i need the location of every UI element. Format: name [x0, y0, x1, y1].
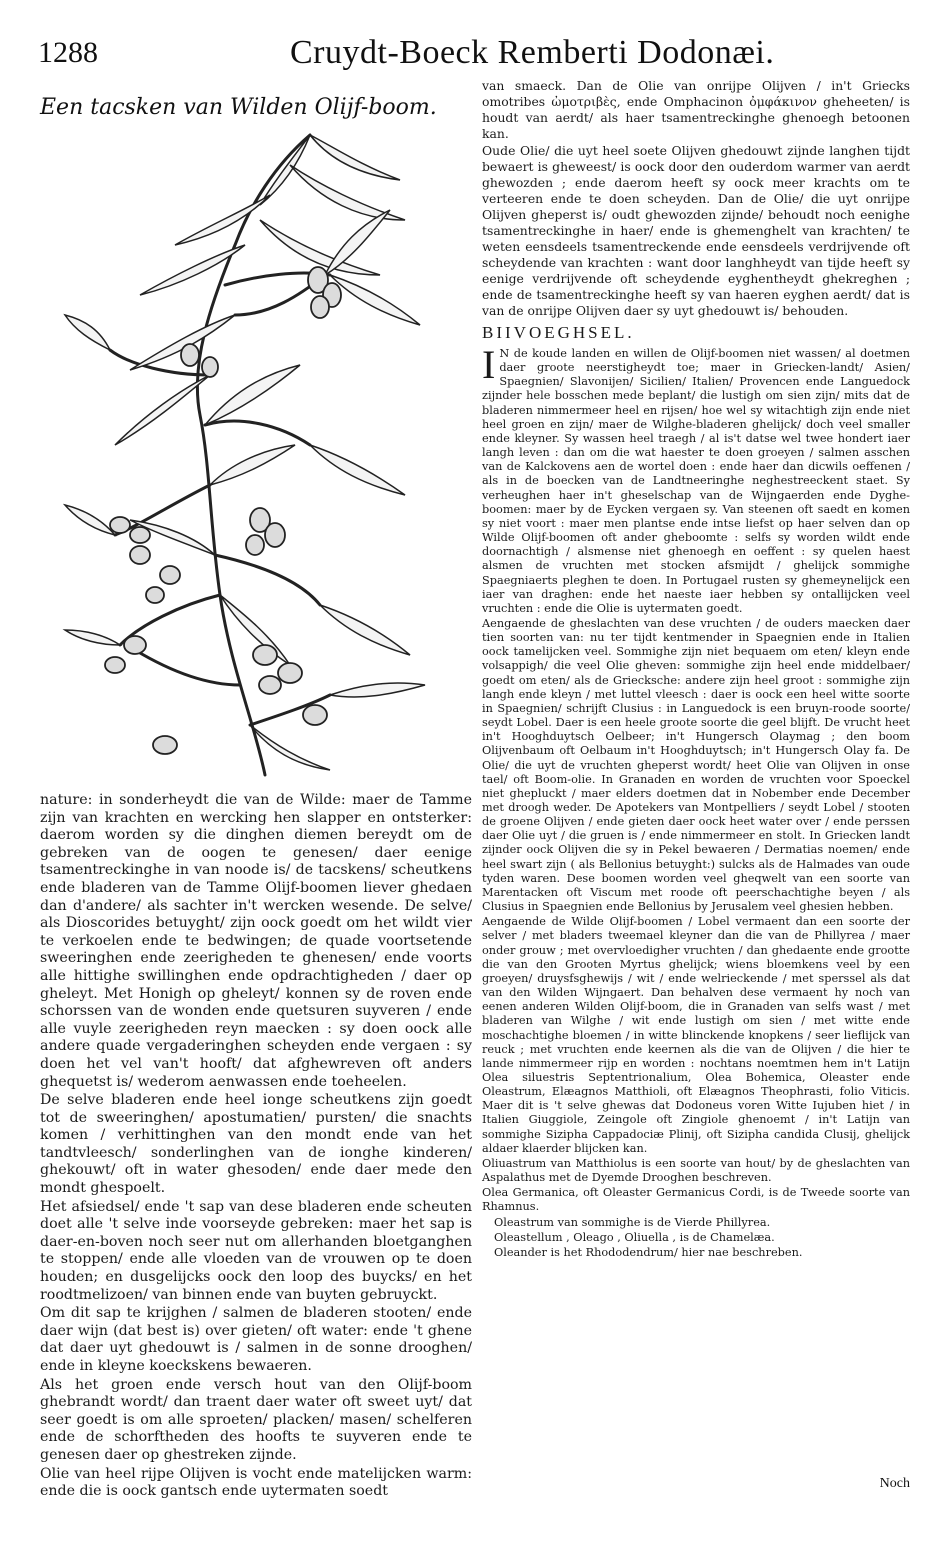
page-number: 1288: [38, 36, 98, 69]
left-paragraph: Olie van heel rijpe Olijven is vocht ende matelijcken warm: ende die is oock gantsch ende uytermaten soedt: [40, 1465, 472, 1500]
page-header: [38, 32, 918, 78]
right-paragraph: van smaeck. Dan de Olie van onrijpe Olijven / in't Griecks omotribes ὠμοτριβὲς, ende Omphacinon ὀμφάκινον gheheeten/ is houdt van aerdt/ als haer tsamentreckinghe ghenoegh betoonen kan.: [482, 78, 910, 141]
section-heading-bijvoeghsel: BIIVOEGHSEL.: [482, 323, 635, 342]
right-column-text: [482, 78, 910, 1261]
left-paragraph: nature: in sonderheydt die van de Wilde: maer de Tamme zijn van krachten en wercking hen slapper en ontsterker: daerom worden sy die dinghen diemen bereydt om de gebreken van de oogen te genesen/ daer eenige tsamentreckinghe in van noode is/ de tacskens/ scheutkens ende bladeren van de Tamme Olijf-boomen liever ghedaen dan d'andere/ als sachter in't wercken wesende. De selve/ als Dioscorides betuyght/ zijn oock goedt om het wildt vier te verkoelen ende te bedwingen; de quade voortsetende sweeringhen ende zeerigheden te ghenesen/ ende voorts alle hittighe swillinghen ende opdrachtigheden / daer op gheleyt. Met Honigh op gheleyt/ konnen sy de roven ende schorssen van de wonden ende quetsuren suyveren / ende alle vuyle zeerigheden reyn maecken : sy doen oock alle andere quade vergaderinghen scheyden ende vergaen : sy doen het vel van't hooft/ dat afghewreven oft anders ghequetst is/ wederom aenwassen ende toeheelen.: [40, 792, 472, 1090]
olive-branch-illustration: [60, 125, 460, 780]
catchword: Noch: [879, 1476, 910, 1491]
bijvoeghsel-paragraph: Olea Germanica, oft Oleaster Germanicus Cordi, is de Tweede soorte van Rhamnus.: [482, 1186, 910, 1214]
bijvoeghsel-paragraph: Oliuastrum van Matthiolus is een soorte van hout/ by de gheslachten van Aspalathus met de Dyemde Drooghen beschreven.: [482, 1156, 910, 1185]
left-column-text: [40, 792, 472, 1502]
bijvoeghsel-paragraph: [482, 342, 910, 616]
left-paragraph: Het afsiedsel/ ende 't sap van dese bladeren ende scheuten doet alle 't selve inde voorseyde gebreken: maer het sap is daer-en-boven noch seer nut om allerhanden bloetganghen te stoppen/ ende alle vloeden van de vrouwen op te doen houden; en dusgelijcks oock den loop des buycks/ en het roodtmelizoen/ van binnen ende van buyten gebruyckt.: [40, 1198, 472, 1303]
short-line: Oleastrum van sommighe is de Vierde Phillyrea.: [494, 1215, 771, 1229]
bijvoeghsel-text: [482, 342, 910, 1260]
bijvoeghsel-paragraph-text: N de koude landen en willen de Olijf-boomen niet wassen/ al doetmen daer groote neerstigheydt toe; maer in Griecken-landt/ Asien/ Spaegnien/ Slavonijen/ Sicilien/ Italien/ Provencen ende Languedock zijnder hele bosschen mede beplant/ die lustigh om sien zijn/ mits dat de bladeren nimmermeer heel en rijsen/ hoe wel sy witachtigh zijn ende niet heel groen en zijn/ maer de Wilghe-bladeren ghelijck/ doch veel smaller ende kleyner. Sy wassen heel traegh / al is't datse wel twee hondert iaer langh leven : dan om die wat haester te doen groeyen / salmen asschen van de Kalckovens aen de wortel doen : ende haer dan dicwils oeffenen / als in de boecken van de Landtneeringhe neghestreeckent staet. Sy verheughen haer in't gheselschap van de Wijngaerden ende Dyghe-boomen: maer by de Eycken vergaen sy. Van steenen oft saedt en komen sy niet voort : maer men plantse ende intse liefst op haer selven dan op Wilde Olijf-boomen oft ander gheboomte : selfs sy worden wildt ende doornachtigh / alsmense niet ghenoegh en oeffent : sy quelen haest alsmen de vruchten met stocken afsmijdt / ghelijck sommighe Spaegniaerts pleghen te doen. In Portugael rusten sy ghemeynelijck een iaer van draghen: ende het naeste iaer hebben sy ontallijcken veel vruchten : ende die Olie is uytermaten goedt.: [482, 347, 910, 615]
figure-caption: Een tacsken van Wilden Olijf-boom.: [40, 95, 437, 120]
short-line: Oleastellum , Oleago , Oliuella , is de Chamelæa.: [494, 1230, 775, 1244]
bijvoeghsel-paragraph: Aengaende de gheslachten van dese vruchten / de ouders maecken daer tien soorten van: nu ter tijdt kentmender in Spaegnien ende in Italien oock tamelijcken veel. Sommighe zijn niet bequaem om eten/ kleyn ende volsappigh/ die veel Olie gheven: sommighe zijn heel ende middelbaer/ goedt om eten/ als de Griecksche: andere zijn heel groot : sommighe zijn langh ende kleyn / met luttel vleesch : daer is oock een heel witte soorte in Spaegnien/ schrijft Clusius : in Languedock is een bruyn-roode soorte/ seydt Lobel. Daer is een heele groote soorte die geel blijft. De vrucht heet in't Hooghduytsch Oelbeer; in't Hungersch Olaymag ; den boom Olijvenbaum oft Oelbaum in't Hooghduytsch; in't Hungersch Olay fa. De Olie/ die uyt de vruchten gheperst wordt/ heet Olie van Olijven in onse tael/ oft Boom-olie. In Granaden en worden de vruchten voor Spoeckel niet ghepluckt / maer elders doetmen dat in Nobember ende December met droogh weder. De Apotekers van Montpelliers / seydt Lobel / stooten de groene Olijven / ende gieten daer oock heet water over / ende perssen daer Olie uyt / die gruen is / ende nimmermeer en stolt. In Griecken landt zijnder oock Olijven die sy in Pekel bewaeren / Dermatias noemen/ ende heel swart zijn ( als Bellonius betuyght:) sulcks als de Halmades van oude tyden waren. Dese boomen worden veel gheqwelt van een soorte van Marentacken oft Viscum met roode oft peerschachtighe beyen / als Clusius in Spaegnien ende Bellonius by Jerusalem veel ghesien hebben.: [482, 616, 910, 914]
running-title: Cruydt-Boeck Remberti Dodonæi.: [290, 34, 775, 71]
right-paragraph: Oude Olie/ die uyt heel soete Olijven ghedouwt zijnde langhen tijdt bewaert is gheweest/ is oock door den ouderdom warmer van aerdt ghewozden ; ende daerom heeft sy oock meer krachts om te verteeren ende te doen scheyden. Dan de Olie/ die uyt onrijpe Olijven gheperst is/ oudt ghewozden zijnde/ behoudt noch eenighe tsamentreckinghe in haer/ ende is ghemenghelt van krachten/ te weten eensdeels tsamentreckende ende eensdeels verdrijvende oft scheydende van krachten : want door langhheydt van tijde heeft sy eenige verdrijvende oft scheydende eyghentheydt ghekreghen ; ende de tsamentreckinghe heeft sy van haeren eyghen aerdt/ dat is van de onrijpe Olijven daer sy uyt ghedouwt is/ behouden.: [482, 143, 910, 318]
drop-cap: I: [482, 342, 496, 387]
left-paragraph: Om dit sap te krijghen / salmen de bladeren stooten/ ende daer wijn (dat best is) over gieten/ oft water: ende 't ghene dat daer uyt ghedouwt is / salmen in de sonne drooghen/ ende in kleyne koeckskens bewaeren.: [40, 1305, 472, 1374]
left-paragraph: De selve bladeren ende heel ionge scheutkens zijn goedt tot de sweeringhen/ apostumatien/ pursten/ die snachts komen / verhittinghen van den mondt ende van het tandtvleesch/ sonderlinghen van de ionghe kinderen/ ghekouwt/ oft in water ghesoden/ ende daer mede den mondt ghespoelt.: [40, 1092, 472, 1197]
short-line: Oleander is het Rhododendrum/ hier nae beschreben.: [494, 1245, 803, 1259]
bijvoeghsel-paragraph: Aengaende de Wilde Olijf-boomen / Lobel vermaent dan een soorte der selver / met bladers tweemael kleyner dan die van de Phillyrea / maer onder grouw ; met overvloedigher vruchten / dan ghedaente ende grootte die van den Grooten Myrtus ghelijck; wiens bloemkens veel by een groeyen/ druysfsghewijs / wit / ende welrieckende / met sperssel als dat van den Wilden Wijngaert. Dan behalven dese vermaent hy noch van eenen anderen Wilden Olijf-boom, die in Granaden van selfs wast / met bladeren van Wilghe / wit ende lustigh om sien / met witte ende moschachtighe bloemen / in witte blinckende knopkens / seer lieflijck van reuck ; met vruchten ende keernen als die van de Olijven / die hier te lande nimmermeer rijp en worden : nochtans noemtmen hem in't Latijn Olea siluestris Septentrionalium, Olea Bohemica, Oleaster ende Oleastrum, Elæagnos Matthioli, oft Elæagnos Theophrasti, folio Viticis. Maer dit is 't selve ghewas dat Dodoneus voren Witte Iujuben hiet / in Italien Giuggiole, Zeingole oft Zingiole ghenoemt / in't Latijn van sommighe Sizipha Cappadociæ Plinij, oft Sizipha candida Clusij, ghelijck aldaer klaerder blijcken kan.: [482, 915, 910, 1155]
left-paragraph: Als het groen ende versch hout van den Olijf-boom ghebrandt wordt/ dan traent daer water oft sweet uyt/ dat seer goedt is om alle sproeten/ placken/ masen/ schelferen ende de schorftheden des hoofts te suyveren ende te genesen daer op ghestreken zijnde.: [40, 1376, 472, 1463]
